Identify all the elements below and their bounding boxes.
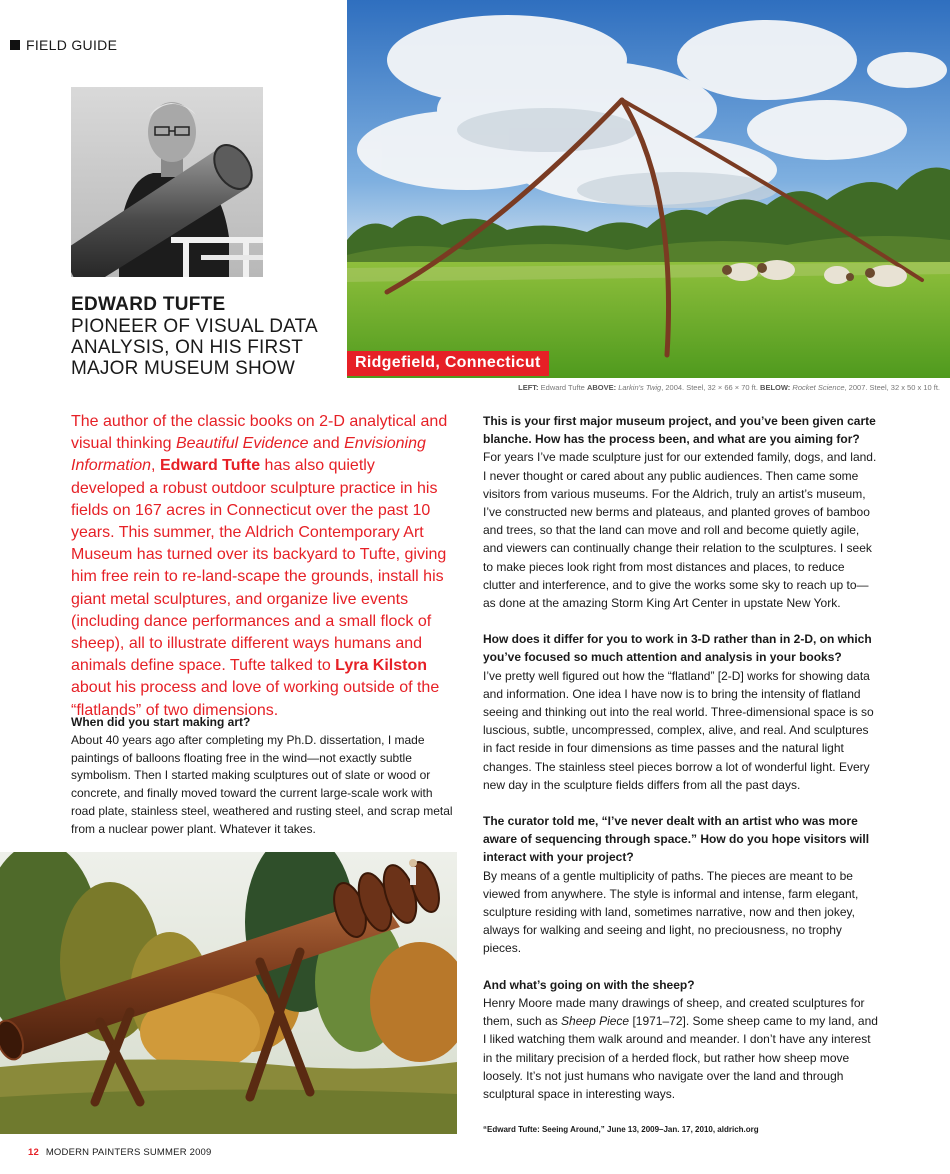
caption-below-title: Rocket Science [792, 383, 845, 392]
location-tag: Ridgefield, Connecticut [347, 351, 549, 376]
intro-text-2: , [151, 457, 160, 475]
answer-work-title: Sheep Piece [561, 1014, 630, 1029]
caption-above-text: , 2004. Steel, 32 × 66 × 70 ft. [661, 383, 758, 392]
page-footer [28, 1147, 212, 1158]
caption-above-title: Larkin's Twig [618, 383, 662, 392]
question: The curator told me, “I’ve never dealt with an artist who was more aware of sequencing through space.” How do you hope visitors will interact with your project? [483, 814, 870, 865]
article-subtitle: PIONEER OF VISUAL DATA ANALYSIS, ON HIS FIRST MAJOR MUSEUM SHOW [71, 316, 317, 379]
intro-name-tufte: Edward Tufte [159, 457, 261, 475]
caption-left-label: LEFT: [518, 383, 539, 392]
intro-text-4: about his process and love of working outside of the “flatlands” of two dimensions. [71, 679, 440, 719]
caption-left-text: Edward Tufte [540, 383, 585, 392]
question: When did you start making art? [71, 715, 251, 729]
intro-book-2: Envisioning Information [71, 435, 426, 475]
qa-museum-project [483, 412, 878, 612]
answer-text-2: [1971–72]. Some sheep came to my land, and I liked watching them walk around and meander. I don’t have any interest in the military precision of a herded flock, but rather how sheep move loosely. It’s not just humans who navigate over the land and through sculptural space in interesting ways. [483, 1014, 878, 1101]
answer: By means of a gentle multiplicity of paths. The pieces are meant to be viewed from anywhere. The style is informal and intense, farm elegant, sculpture residing with land, sometimes narrative, now and then jokey, always for walking and seeing and light, no preciousness, no trophy pieces. [483, 868, 859, 956]
caption-above-label: ABOVE: [586, 383, 617, 392]
caption-below-label: BELOW: [760, 383, 791, 392]
magazine-name: MODERN PAINTERS [45, 1147, 141, 1158]
page-number: 12 [28, 1147, 39, 1158]
right-column [483, 412, 878, 1139]
answer [483, 994, 878, 1103]
section-label-text: FIELD GUIDE [26, 37, 118, 53]
square-bullet-icon [10, 40, 20, 50]
qa-start-art [71, 714, 459, 839]
exhibition-credit: “Edward Tufte: Seeing Around,” June 13, 2009–Jan. 17, 2010, aldrich.org [483, 1125, 759, 1135]
intro-paragraph [71, 411, 453, 722]
issue-date: SUMMER 2009 [143, 1147, 212, 1158]
section-label [10, 37, 117, 53]
answer-text-1: Henry Moore made many drawings of sheep, and created sculptures for them, such as [483, 995, 865, 1029]
qa-sheep [483, 976, 878, 1103]
answer: About 40 years ago after completing my Ph.D. dissertation, I made paintings of balloons floating free in the wind—not exactly subtle symbolism. Then I started making sculptures out of slate or wood or concrete, and finally moved toward the current large-scale work with road plate, stainless steel, weathered and rusting steel, and scrap metal from a nuclear power plant. Whatever it takes. [71, 732, 453, 836]
portrait-photo [71, 87, 263, 277]
qa-3d-vs-2d [483, 630, 878, 794]
article-title: EDWARD TUFTE [71, 294, 226, 315]
intro-text-1: The author of the classic books on 2-D analytical and visual thinking [71, 413, 448, 453]
answer: I’ve pretty well figured out how the “flatland” [2-D] works for showing data and information. One idea I have now is to bring the intensity of flatland seeing and thinking out into the real world. Three-dimensional space is so luscious, subtle, uncompressed, complex, alive, and real. And sculptures in fact reside in four dimensions as time passes and the natural light changes. The stainless steel pieces borrow a lot of wonderful light. Every new day in the sculpture fields differs from all the past days. [483, 668, 874, 792]
hero-photo [347, 0, 950, 378]
caption-below-text: , 2007. Steel, 32 x 50 x 10 ft. [844, 383, 940, 392]
article-title-block [71, 294, 341, 379]
intro-name-kilston: Lyra Kilston [335, 657, 428, 675]
photo-caption [300, 383, 940, 392]
question: This is your first major museum project, and you’ve been given carte blanche. How has the process been, and what are you aiming for? [483, 414, 876, 447]
qa-sequencing [483, 812, 878, 958]
intro-text-3: has also quietly developed a robust outdoor sculpture practice in his fields on 167 acres in Connecticut over the past 10 years. This summer, the Aldrich Contemporary Art Museum has turned over its backyard to Tufte, giving him free rein to re-land-scape the grounds, install his giant metal sculptures, and organize live events (including dance performances and a small flock of sheep), all to illustrate different ways humans and animals define space. Tufte talked to [71, 457, 447, 675]
answer: For years I’ve made sculpture just for our extended family, dogs, and land. I never thought or cared about any public audiences. Then came some visitors from various museums. For the Aldrich, truly an artist’s museum, I’ve constructed new berms and plateaus, and planted groves of bamboo and trees, so that the land can move and roll and become quietly agile, and viewers can continually change their relation to the sculptures. I seek to make pieces look right from most distances and places, to reduce clutter and interference, and to give the works some sky to reach up to—as done at the amazing Storm King Art Center in upstate New York. [483, 450, 877, 611]
bottom-photo [0, 852, 457, 1134]
intro-and: and [308, 435, 345, 453]
question: How does it differ for you to work in 3-D rather than in 2-D, on which you’ve focused so much attention and analysis in your books? [483, 632, 872, 665]
question: And what’s going on with the sheep? [483, 977, 695, 992]
intro-book-1: Beautiful Evidence [175, 435, 309, 453]
